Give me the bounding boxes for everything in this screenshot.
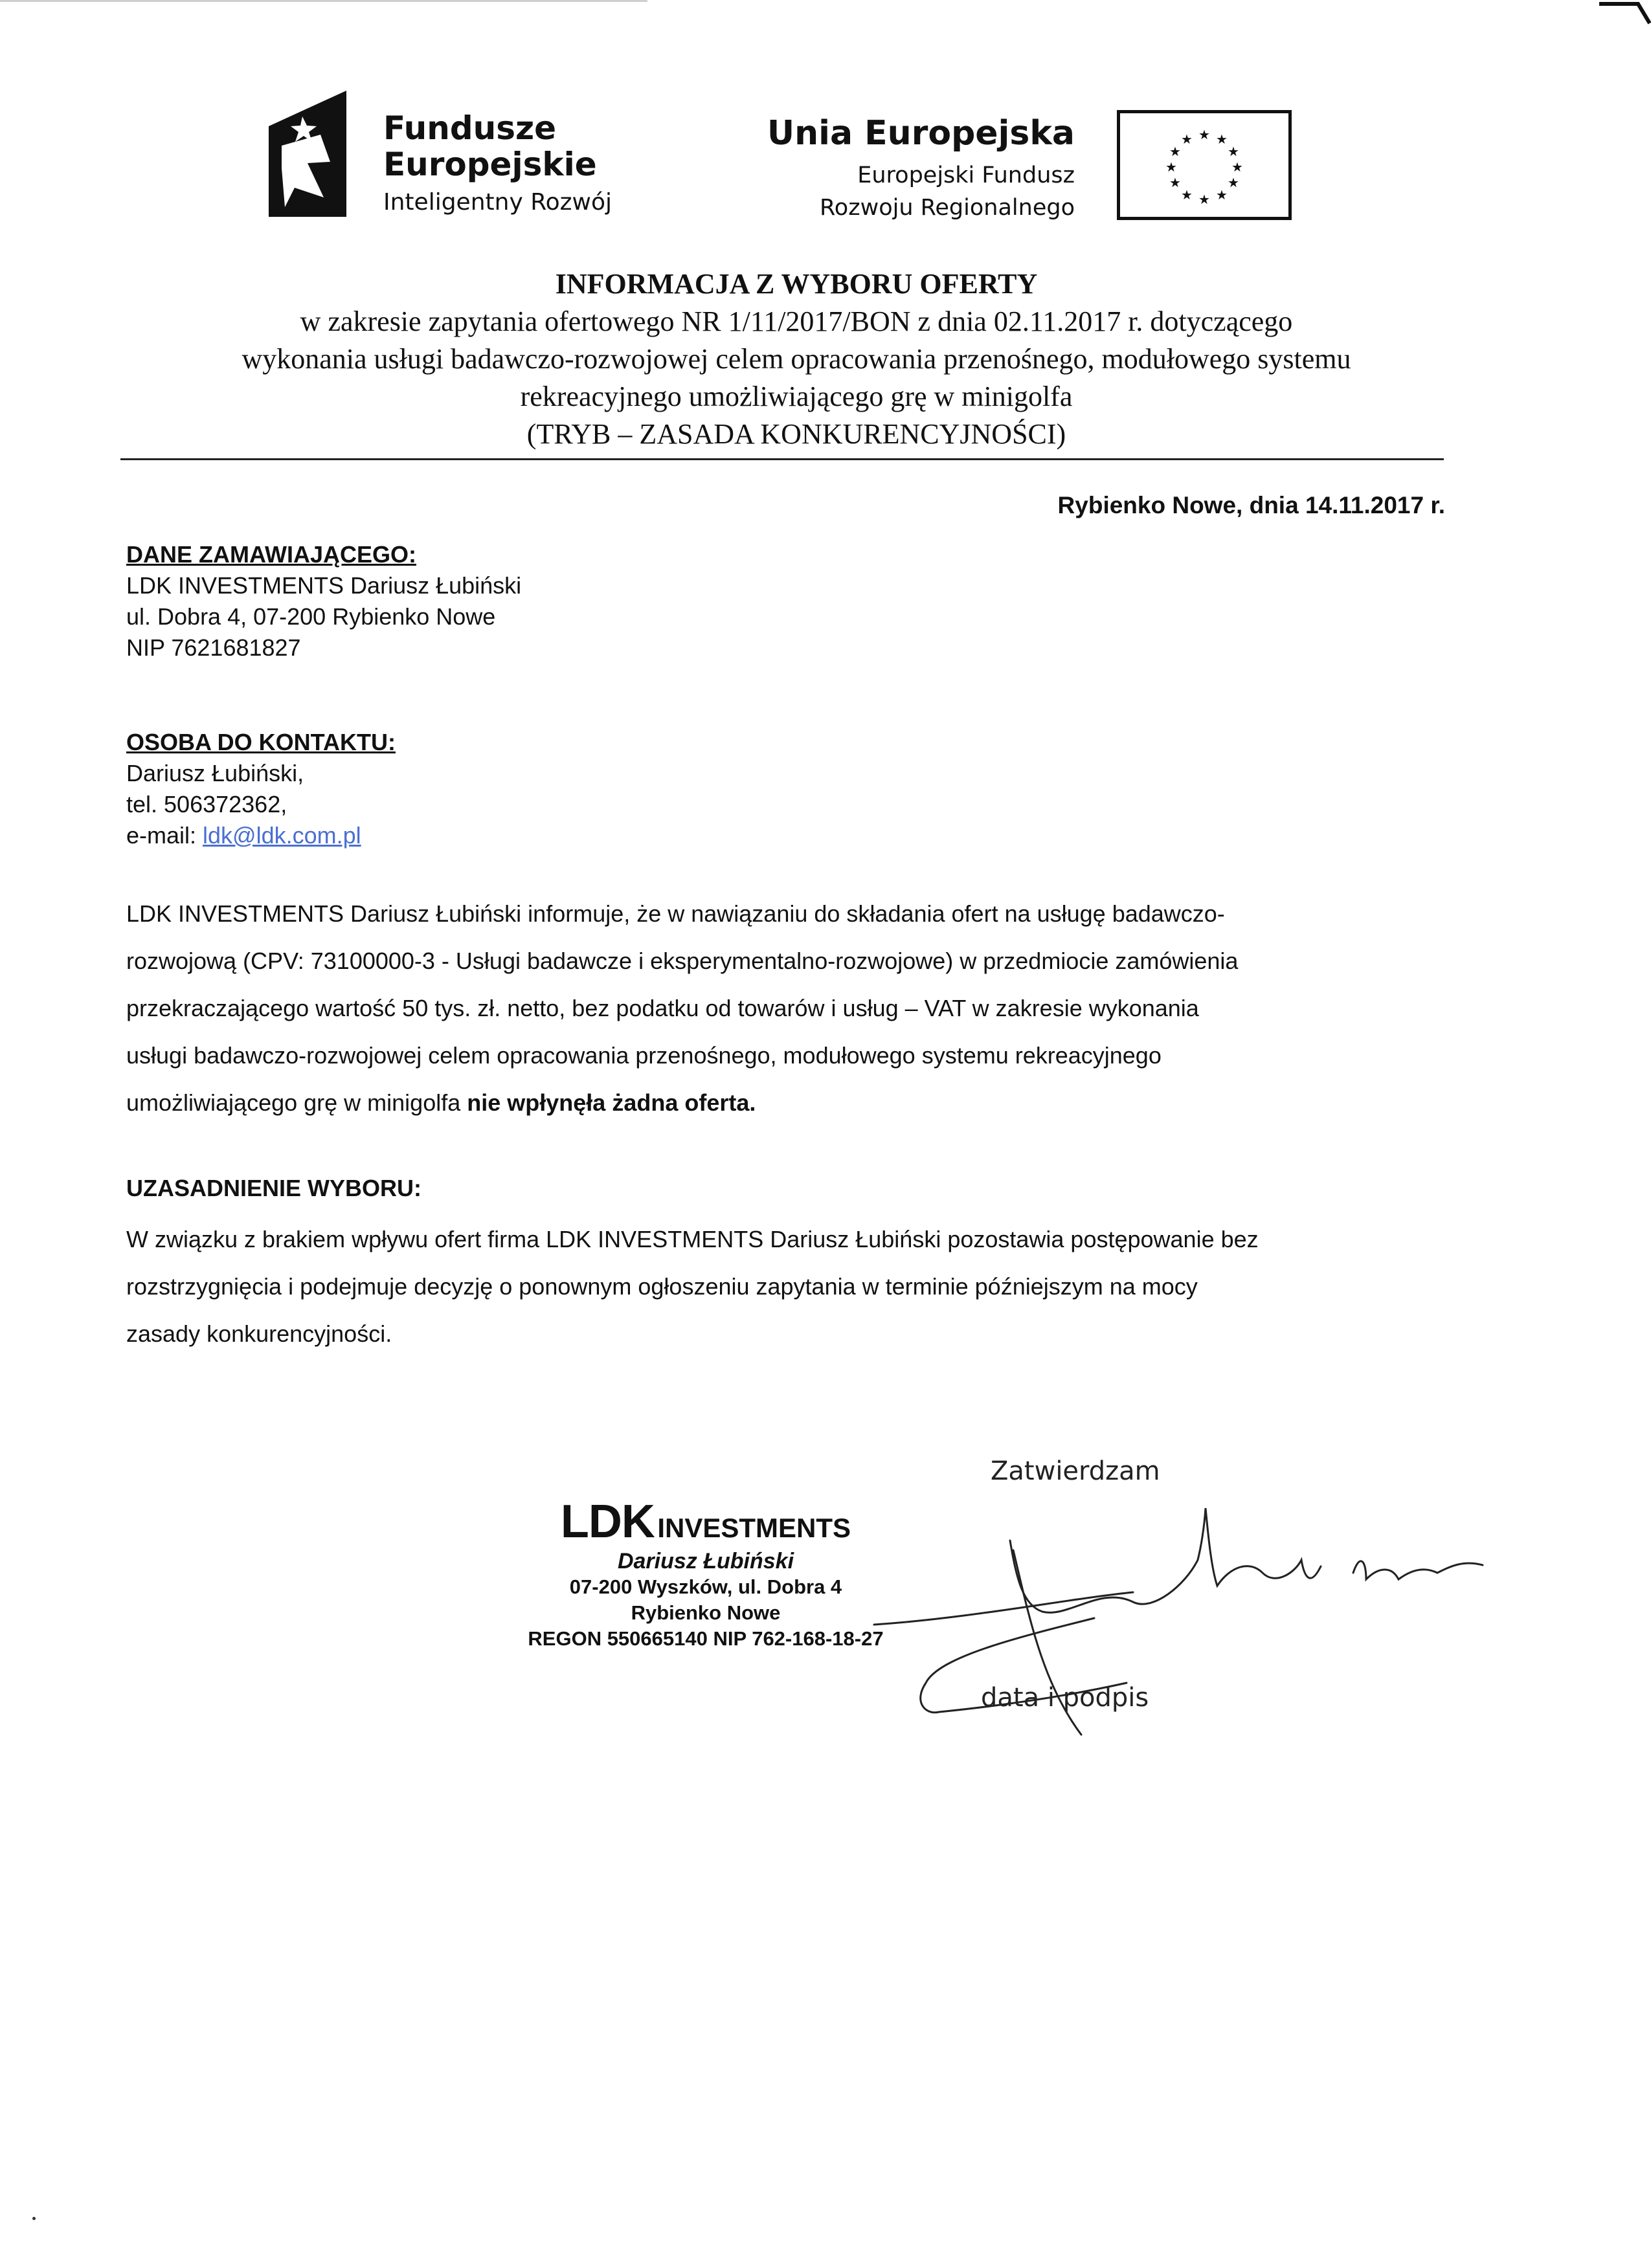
svg-text:★: ★ [1228,144,1239,159]
svg-text:★: ★ [1198,127,1210,142]
client-heading: DANE ZAMAWIAJĄCEGO: [126,541,416,568]
svg-text:★: ★ [1169,175,1181,190]
info-line-3: przekraczającego wartość 50 tys. zł. netto, bez podatku od towarów i usług – VAT w zakresie wykonania [126,995,1199,1021]
document-title-block [97,265,1496,453]
ue-sub-line2: Rozwoju Regionalnego [820,195,1075,221]
contact-email-row [126,820,396,851]
fe-title [383,110,597,183]
fundusze-europejskie-logo [262,91,353,220]
info-result: nie wpłynęła żadna oferta. [467,1089,756,1116]
fe-title-line1: Fundusze [383,109,557,147]
contact-email-label: e-mail: [126,822,203,849]
contact-email-link[interactable]: ldk@ldk.com.pl [203,822,361,849]
svg-text:★: ★ [1231,159,1243,175]
ue-title: Unia Europejska [767,114,1075,153]
scan-speck [32,2217,36,2220]
title-divider [120,458,1444,460]
handwritten-signature [680,1489,1522,1761]
client-section [126,539,521,663]
svg-text:★: ★ [1181,131,1193,147]
client-name: LDK INVESTMENTS Dariusz Łubiński [126,572,522,599]
contact-section [126,727,396,851]
info-line-5 [126,1079,1441,1126]
date-signature-label: data i podpis [981,1683,1149,1713]
stamp-investments: INVESTMENTS [657,1513,851,1543]
client-address: ul. Dobra 4, 07-200 Rybienko Nowe [126,603,496,630]
fe-subtitle: Inteligentny Rozwój [383,189,612,216]
svg-text:★: ★ [1169,144,1181,159]
justification-paragraph [126,1216,1441,1357]
stamp-address: 07-200 Wyszków, ul. Dobra 4 [569,1575,842,1598]
contact-heading: OSOBA DO KONTAKTU: [126,729,396,755]
document-title: INFORMACJA Z WYBORU OFERTY [555,268,1038,300]
svg-text:★: ★ [1216,187,1228,203]
fe-title-line2: Europejskie [383,146,597,183]
svg-text:★: ★ [1228,175,1239,190]
stamp-town: Rybienko Nowe [631,1601,781,1624]
contact-name: Dariusz Łubiński, [126,760,304,786]
title-line-2: w zakresie zapytania ofertowego NR 1/11/2017/BON z dnia 02.11.2017 r. dotyczącego [300,306,1293,337]
title-line-4: rekreacyjnego umożliwiającego grę w minigolfa [520,381,1073,412]
svg-text:★: ★ [1165,159,1177,175]
info-paragraph [126,890,1441,1126]
justification-line-2: rozstrzygnięcia i podejmuje decyzję o ponownym ogłoszeniu zapytania w terminie późniejszym na mocy [126,1273,1198,1300]
scan-top-edge [0,0,647,2]
ue-subtitle [725,159,1075,224]
stamp-ldk: LDK [560,1496,655,1548]
ue-sub-line1: Europejski Fundusz [857,162,1075,188]
eu-flag-icon [1117,110,1292,220]
justification-line-3: zasady konkurencyjności. [126,1320,392,1347]
contact-phone: tel. 506372362, [126,791,287,817]
stamp-ids: REGON 550665140 NIP 762-168-18-27 [528,1627,884,1650]
stamp-owner: Dariusz Łubiński [617,1549,794,1573]
title-line-3: wykonania usługi badawczo-rozwojowej celem opracowania przenośnego, modułowego systemu [241,343,1351,375]
svg-text:★: ★ [1198,192,1210,207]
scan-corner-mark [1599,0,1651,25]
client-nip: NIP 7621681827 [126,634,301,661]
info-line-5-text: umożliwiającego grę w minigolfa [126,1089,467,1116]
info-line-1: LDK INVESTMENTS Dariusz Łubiński informuje, że w nawiązaniu do składania ofert na usługę badawczo- [126,900,1225,927]
approval-label: Zatwierdzam [991,1456,1160,1486]
info-line-4: usługi badawczo-rozwojowej celem opracowania przenośnego, modułowego systemu rekreacyjnego [126,1042,1162,1069]
justification-heading: UZASADNIENIE WYBORU: [126,1175,421,1201]
title-line-5: (TRYB – ZASADA KONKURENCYJNOŚCI) [526,418,1066,450]
document-date: Rybienko Nowe, dnia 14.11.2017 r. [1057,492,1445,518]
info-line-2: rozwojową (CPV: 73100000-3 - Usługi badawcze i eksperymentalno-rozwojowe) w przedmiocie zamówienia [126,948,1239,974]
eu-stars-icon [1120,113,1288,217]
svg-text:★: ★ [1181,187,1193,203]
justification-line-1: W związku z brakiem wpływu ofert firma LDK INVESTMENTS Dariusz Łubiński pozostawia postępowanie bez [126,1226,1259,1252]
svg-text:★: ★ [1216,131,1228,147]
